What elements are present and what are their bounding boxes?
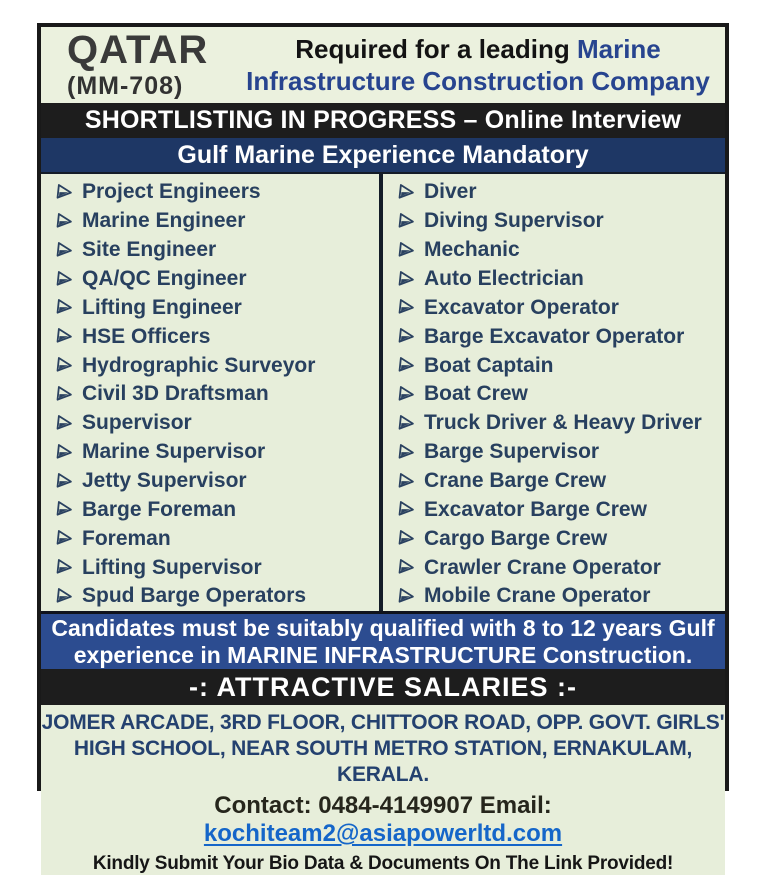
poster-footer — [41, 705, 725, 875]
positions-list — [41, 172, 725, 611]
position-item — [396, 554, 725, 582]
position-label: Supervisor — [82, 411, 192, 435]
position-label: Crawler Crane Operator — [424, 555, 661, 579]
position-label: Foreman — [82, 526, 171, 550]
arrow-bullet-icon — [397, 558, 416, 577]
contact-label: Contact: — [214, 792, 312, 819]
headline-prefix: Required for a leading — [295, 34, 577, 64]
position-item — [54, 467, 379, 495]
email-link[interactable]: kochiteam2@asiapowerltd.com — [203, 820, 563, 847]
arrow-bullet-icon — [397, 299, 416, 318]
position-label: Lifting Supervisor — [82, 555, 262, 579]
position-item — [54, 323, 379, 351]
country-block — [41, 30, 237, 100]
arrow-bullet-icon — [397, 529, 416, 548]
position-item — [396, 352, 725, 380]
position-item — [54, 554, 379, 582]
arrow-bullet-icon — [55, 270, 74, 289]
shortlisting-banner: SHORTLISTING IN PROGRESS – Online Interview — [41, 103, 725, 138]
position-label: Diver — [424, 180, 477, 204]
position-label: Barge Supervisor — [424, 440, 600, 464]
position-item — [54, 265, 379, 293]
position-label: Barge Excavator Operator — [424, 324, 685, 348]
experience-banner: Gulf Marine Experience Mandatory — [41, 138, 725, 172]
position-label: Boat Crew — [424, 382, 528, 406]
arrow-bullet-icon — [397, 443, 416, 462]
submission-note: Kindly Submit Your Bio Data & Documents On The Link Provided! — [92, 853, 674, 874]
position-item — [396, 236, 725, 264]
qualification-banner — [41, 611, 725, 669]
position-item — [396, 323, 725, 351]
arrow-bullet-icon — [55, 443, 74, 462]
poster-header — [41, 27, 725, 103]
positions-column-right — [383, 174, 725, 611]
position-label: Marine Engineer — [82, 209, 246, 233]
address-line1: JOMER ARCADE, 3RD FLOOR, CHITTOOR ROAD, OPP. GOVT. GIRLS' — [41, 711, 725, 734]
position-label: Auto Electrician — [424, 267, 584, 290]
position-label: Boat Captain — [424, 353, 554, 377]
position-item — [396, 178, 725, 206]
position-item — [54, 525, 379, 553]
position-label: Hydrographic Surveyor — [82, 353, 316, 377]
position-item — [396, 380, 725, 408]
position-label: Crane Barge Crew — [424, 469, 607, 493]
position-label: Excavator Barge Crew — [424, 497, 647, 521]
position-item — [396, 582, 725, 610]
arrow-bullet-icon — [397, 414, 416, 433]
arrow-bullet-icon — [55, 327, 74, 346]
position-label: QA/QC Engineer — [82, 267, 247, 290]
address — [41, 710, 725, 788]
position-label: Mechanic — [424, 238, 520, 262]
position-label: Mobile Crane Operator — [424, 584, 651, 608]
position-item — [54, 582, 379, 610]
position-item — [54, 409, 379, 437]
position-item — [396, 467, 725, 495]
arrow-bullet-icon — [55, 299, 74, 318]
position-item — [396, 207, 725, 235]
arrow-bullet-icon — [55, 501, 74, 520]
contact-phone: 0484-4149907 — [318, 792, 474, 819]
arrow-bullet-icon — [397, 587, 416, 606]
position-label: Barge Foreman — [82, 497, 237, 521]
position-label: Truck Driver & Heavy Driver — [424, 411, 702, 435]
contact-line — [41, 792, 725, 848]
arrow-bullet-icon — [397, 270, 416, 289]
position-item — [54, 380, 379, 408]
position-label: Jetty Supervisor — [82, 469, 247, 493]
position-item — [54, 178, 379, 206]
reference-code: (MM-708) — [67, 72, 184, 100]
arrow-bullet-icon — [397, 327, 416, 346]
position-item — [54, 236, 379, 264]
position-item — [54, 438, 379, 466]
position-label: HSE Officers — [82, 324, 211, 348]
position-item — [396, 409, 725, 437]
arrow-bullet-icon — [55, 414, 74, 433]
arrow-bullet-icon — [397, 501, 416, 520]
position-label: Diving Supervisor — [424, 209, 604, 233]
position-item — [396, 294, 725, 322]
position-item — [54, 352, 379, 380]
headline-highlight: Marine Infrastructure Construction Company — [246, 34, 710, 96]
qualification-line2: experience in MARINE INFRASTRUCTURE Construction. — [73, 641, 693, 668]
job-ad-poster — [37, 23, 729, 874]
position-label: Cargo Barge Crew — [424, 526, 608, 550]
arrow-bullet-icon — [55, 183, 74, 202]
headline — [237, 33, 725, 97]
email-label: Email: — [479, 792, 552, 819]
arrow-bullet-icon — [397, 183, 416, 202]
position-item — [54, 294, 379, 322]
position-item — [396, 438, 725, 466]
position-label: Lifting Engineer — [82, 295, 242, 319]
positions-column-left — [41, 174, 383, 611]
position-item — [396, 265, 725, 293]
position-label: Marine Supervisor — [82, 440, 266, 464]
arrow-bullet-icon — [397, 385, 416, 404]
country-title: QATAR — [67, 28, 209, 72]
position-label: Spud Barge Operators — [82, 584, 307, 608]
arrow-bullet-icon — [55, 472, 74, 491]
arrow-bullet-icon — [55, 212, 74, 231]
position-item — [54, 207, 379, 235]
position-label: Civil 3D Draftsman — [82, 382, 269, 406]
position-label: Site Engineer — [82, 238, 217, 262]
arrow-bullet-icon — [397, 212, 416, 231]
arrow-bullet-icon — [55, 529, 74, 548]
arrow-bullet-icon — [397, 472, 416, 491]
position-item — [54, 496, 379, 524]
qualification-line1: Candidates must be suitably qualified with 8 to 12 years Gulf — [51, 614, 715, 641]
position-item — [396, 525, 725, 553]
arrow-bullet-icon — [55, 587, 74, 606]
position-item — [396, 496, 725, 524]
position-label: Excavator Operator — [424, 295, 619, 319]
position-label: Project Engineers — [82, 180, 261, 204]
arrow-bullet-icon — [55, 241, 74, 260]
address-line2: HIGH SCHOOL, NEAR SOUTH METRO STATION, ERNAKULAM, KERALA. — [73, 737, 693, 786]
arrow-bullet-icon — [397, 356, 416, 375]
arrow-bullet-icon — [397, 241, 416, 260]
salaries-banner: -: ATTRACTIVE SALARIES :- — [41, 669, 725, 705]
arrow-bullet-icon — [55, 385, 74, 404]
arrow-bullet-icon — [55, 558, 74, 577]
arrow-bullet-icon — [55, 356, 74, 375]
